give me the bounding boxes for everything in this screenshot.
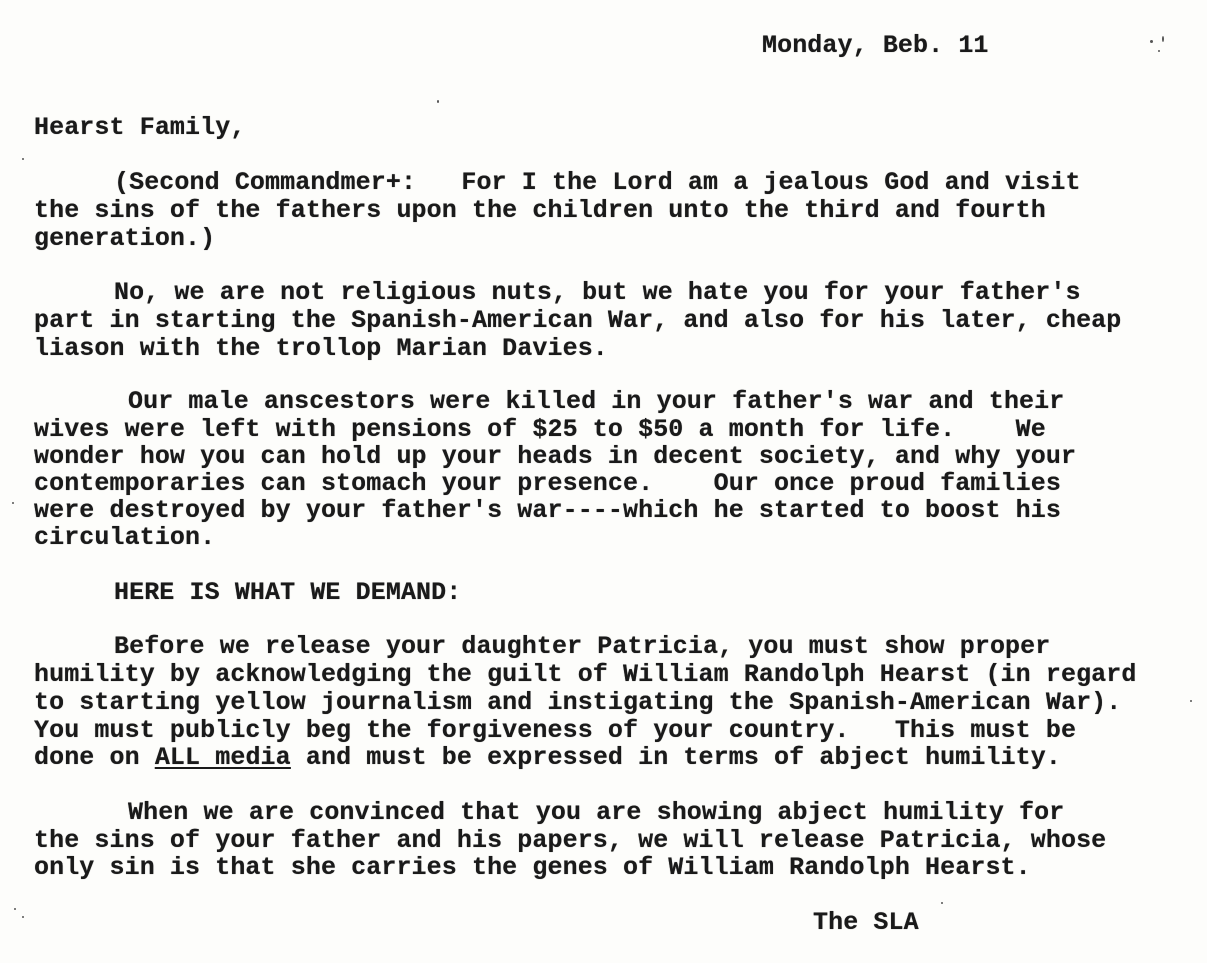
- paragraph-3-line: wonder how you can hold up your heads in decent society, and why your: [34, 442, 1077, 471]
- scan-speck: [14, 908, 16, 910]
- paragraph-3-line: wives were left with pensions of $25 to $50 a month for life. We: [34, 415, 1046, 444]
- scan-speck: [437, 100, 439, 103]
- paragraph-3-line: were destroyed by your father's war----which he started to boost his: [34, 496, 1061, 525]
- paragraph-5-line: the sins of your father and his papers, we will release Patricia, whose: [34, 826, 1107, 855]
- paragraph-2-line: liason with the trollop Marian Davies.: [34, 334, 608, 363]
- paragraph-1-line: (Second Commandmer+: For I the Lord am a jealous God and visit: [114, 168, 1081, 197]
- demand-heading: HERE IS WHAT WE DEMAND:: [114, 578, 462, 607]
- scan-speck: [22, 916, 24, 918]
- paragraph-4-line: Before we release your daughter Patricia, you must show proper: [114, 632, 1051, 661]
- signature: The SLA: [813, 908, 919, 937]
- paragraph-5-line: When we are convinced that you are showing abject humility for: [128, 798, 1065, 827]
- paragraph-5-line: only sin is that she carries the genes of William Randolph Hearst.: [34, 853, 1031, 882]
- paragraph-4-line: to starting yellow journalism and instigating the Spanish-American War).: [34, 688, 1122, 717]
- scan-speck: [12, 502, 14, 504]
- underlined-all-media: ALL media: [154, 743, 291, 772]
- paragraph-3-line: Our male anscestors were killed in your father's war and their: [128, 387, 1065, 416]
- paragraph-1-line: generation.): [34, 224, 216, 253]
- scan-speck: [22, 158, 24, 160]
- scan-speck: [1158, 50, 1160, 52]
- paragraph-3-line: contemporaries can stomach your presence. Our once proud families: [34, 469, 1061, 498]
- paragraph-1-line: the sins of the fathers upon the children unto the third and fourth: [34, 196, 1046, 225]
- text-segment: and must be expressed in terms of abject humility.: [290, 743, 1061, 772]
- text-segment: done on: [34, 743, 155, 772]
- paragraph-4-last-line: [34, 744, 1061, 771]
- letter-date: Monday, Beb. 11: [762, 31, 989, 60]
- paragraph-2-line: part in starting the Spanish-American War, and also for his later, cheap: [34, 306, 1122, 335]
- paragraph-2-line: No, we are not religious nuts, but we hate you for your father's: [114, 278, 1081, 307]
- paragraph-4-line: humility by acknowledging the guilt of William Randolph Hearst (in regard: [34, 660, 1137, 689]
- paragraph-4-line: You must publicly beg the forgiveness of your country. This must be: [34, 716, 1077, 745]
- scan-speck: [1190, 700, 1192, 702]
- scan-speck: [941, 902, 943, 904]
- salutation: Hearst Family,: [34, 113, 246, 142]
- paragraph-3-line: circulation.: [34, 523, 216, 552]
- scan-speck: [1150, 40, 1153, 43]
- scan-speck: [1162, 36, 1164, 42]
